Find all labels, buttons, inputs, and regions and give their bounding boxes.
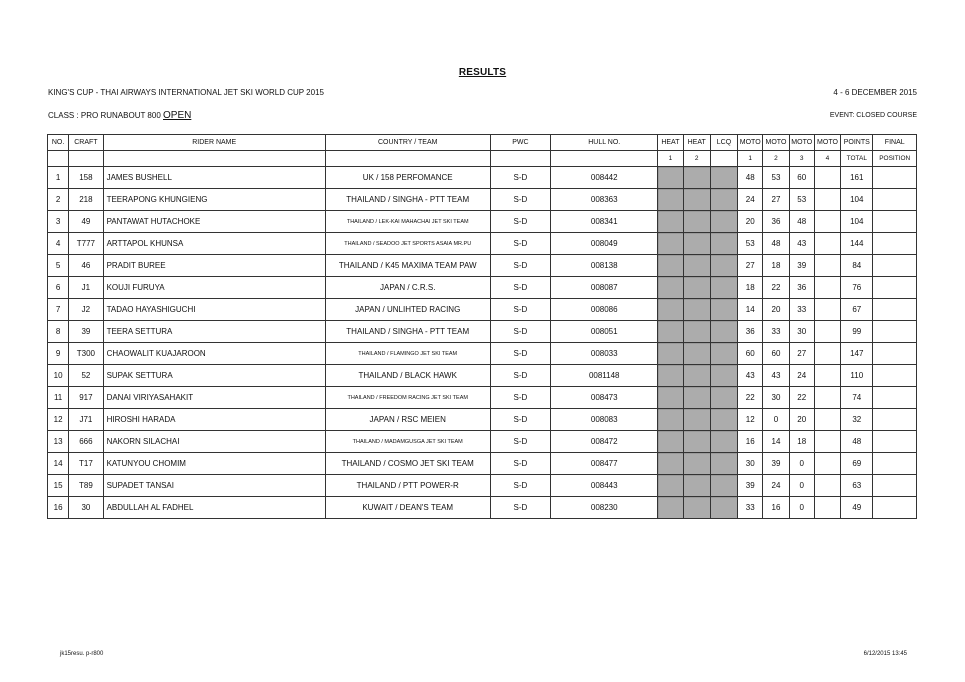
col-moto-4: MOTO [814,135,840,151]
subhead-position: POSITION [873,151,917,167]
cell-lcq [710,453,737,475]
cell-pwc: S-D [490,453,551,475]
subhead-empty [551,151,658,167]
cell-moto-3: 20 [789,409,814,431]
cell-lcq [710,321,737,343]
cell-hull: 008443 [551,475,658,497]
cell-pwc: S-D [490,321,551,343]
cell-pwc: S-D [490,409,551,431]
cell-points-total: 110 [841,365,873,387]
cell-moto-1: 48 [738,167,763,189]
col-moto-2: MOTO [763,135,789,151]
cell-lcq [710,233,737,255]
results-body [48,167,917,519]
cell-no: 2 [48,189,69,211]
cell-heat-2 [683,255,710,277]
cell-points-total: 63 [841,475,873,497]
header-row-2 [48,151,917,167]
footer-file: jk15resu. p-r800 [60,651,104,657]
table-row [48,497,917,519]
cell-heat-1 [658,211,683,233]
cell-heat-2 [683,343,710,365]
cell-moto-3: 18 [789,431,814,453]
table-row [48,409,917,431]
cell-final-position [873,453,917,475]
cell-heat-2 [683,431,710,453]
cell-moto-2: 43 [763,365,789,387]
cell-moto-1: 27 [738,255,763,277]
cell-country: THAILAND / MADAMGUSGA JET SKI TEAM [325,431,490,453]
cell-lcq [710,365,737,387]
subhead-empty [103,151,325,167]
cell-rider: SUPADET TANSAI [103,475,325,497]
cell-moto-3: 36 [789,277,814,299]
cell-no: 4 [48,233,69,255]
cell-heat-2 [683,387,710,409]
cell-moto-3: 48 [789,211,814,233]
col-lcq: LCQ [710,135,737,151]
cell-heat-2 [683,299,710,321]
cell-pwc: S-D [490,277,551,299]
cell-no: 11 [48,387,69,409]
cell-pwc: S-D [490,299,551,321]
subhead-total: TOTAL [841,151,873,167]
cell-final-position [873,255,917,277]
cell-craft: T89 [69,475,103,497]
cell-points-total: 74 [841,387,873,409]
cell-pwc: S-D [490,431,551,453]
cell-craft: T17 [69,453,103,475]
cell-moto-4 [814,189,840,211]
cell-pwc: S-D [490,387,551,409]
cell-heat-1 [658,167,683,189]
cell-final-position [873,431,917,453]
cell-craft: J71 [69,409,103,431]
cell-moto-2: 27 [763,189,789,211]
cell-points-total: 67 [841,299,873,321]
cell-lcq [710,343,737,365]
table-row [48,387,917,409]
cell-rider: HIROSHI HARADA [103,409,325,431]
cell-moto-2: 14 [763,431,789,453]
cell-pwc: S-D [490,233,551,255]
subhead-empty [48,151,69,167]
cell-no: 1 [48,167,69,189]
table-row [48,453,917,475]
cell-moto-3: 30 [789,321,814,343]
cell-country: JAPAN / UNLIHTED RACING [325,299,490,321]
cell-moto-2: 30 [763,387,789,409]
cell-no: 16 [48,497,69,519]
cell-rider: CHAOWALIT KUAJAROON [103,343,325,365]
cell-craft: J2 [69,299,103,321]
cell-hull: 008442 [551,167,658,189]
table-row [48,343,917,365]
cell-final-position [873,321,917,343]
table-row [48,321,917,343]
cell-final-position [873,167,917,189]
cell-moto-2: 60 [763,343,789,365]
cell-lcq [710,255,737,277]
cell-rider: NAKORN SILACHAI [103,431,325,453]
cell-moto-4 [814,409,840,431]
cell-heat-2 [683,189,710,211]
cell-moto-1: 60 [738,343,763,365]
cell-hull: 008086 [551,299,658,321]
cell-moto-4 [814,299,840,321]
col-country: COUNTRY / TEAM [325,135,490,151]
cell-final-position [873,387,917,409]
cell-final-position [873,233,917,255]
cell-moto-4 [814,255,840,277]
cell-moto-3: 27 [789,343,814,365]
cell-points-total: 104 [841,189,873,211]
cell-final-position [873,343,917,365]
cell-lcq [710,387,737,409]
cell-points-total: 104 [841,211,873,233]
cell-craft: J1 [69,277,103,299]
table-row [48,277,917,299]
cell-craft: 917 [69,387,103,409]
cell-rider: PANTAWAT HUTACHOKE [103,211,325,233]
cell-moto-3: 33 [789,299,814,321]
cell-moto-2: 20 [763,299,789,321]
cell-moto-3: 43 [789,233,814,255]
cell-moto-1: 30 [738,453,763,475]
cell-heat-1 [658,299,683,321]
cell-craft: T777 [69,233,103,255]
cell-moto-4 [814,211,840,233]
event-type: EVENT: CLOSED COURSE [829,112,917,119]
cell-hull: 008363 [551,189,658,211]
cell-hull: 008087 [551,277,658,299]
cell-rider: JAMES BUSHELL [103,167,325,189]
table-row [48,167,917,189]
cell-no: 3 [48,211,69,233]
cell-hull: 008033 [551,343,658,365]
cell-country: JAPAN / C.R.S. [325,277,490,299]
cell-country: THAILAND / FREEDOM RACING JET SKI TEAM [325,387,490,409]
cell-no: 13 [48,431,69,453]
cell-country: JAPAN / RSC MEIEN [325,409,490,431]
subhead-heat-1: 1 [658,151,683,167]
cell-country: KUWAIT / DEAN'S TEAM [325,497,490,519]
subhead-moto-1: 1 [738,151,763,167]
cell-rider: ABDULLAH AL FADHEL [103,497,325,519]
cell-moto-3: 24 [789,365,814,387]
cell-moto-4 [814,233,840,255]
col-heat-1: HEAT [658,135,683,151]
cell-points-total: 76 [841,277,873,299]
cell-heat-1 [658,431,683,453]
cell-pwc: S-D [490,497,551,519]
cell-points-total: 48 [841,431,873,453]
cell-final-position [873,299,917,321]
cell-rider: KATUNYOU CHOMIM [103,453,325,475]
subhead-empty [69,151,103,167]
cell-hull: 008477 [551,453,658,475]
table-row [48,189,917,211]
cell-pwc: S-D [490,167,551,189]
cell-pwc: S-D [490,365,551,387]
cell-pwc: S-D [490,343,551,365]
cell-hull: 008472 [551,431,658,453]
cell-hull: 008473 [551,387,658,409]
subhead-moto-4: 4 [814,151,840,167]
cell-final-position [873,189,917,211]
cell-moto-1: 33 [738,497,763,519]
cell-points-total: 147 [841,343,873,365]
class-prefix: CLASS : PRO RUNABOUT 800 [48,111,163,120]
cell-points-total: 99 [841,321,873,343]
cell-country: THAILAND / LEK-KAI MAHACHAI JET SKI TEAM [325,211,490,233]
cell-heat-1 [658,453,683,475]
col-points: POINTS [841,135,873,151]
cell-moto-3: 0 [789,475,814,497]
col-rider: RIDER NAME [103,135,325,151]
cell-heat-1 [658,321,683,343]
cell-points-total: 49 [841,497,873,519]
class-line [48,110,191,121]
cell-lcq [710,409,737,431]
cell-moto-2: 39 [763,453,789,475]
cell-rider: TEERA SETTURA [103,321,325,343]
cell-points-total: 69 [841,453,873,475]
cell-moto-3: 0 [789,453,814,475]
cell-moto-3: 53 [789,189,814,211]
cell-moto-1: 39 [738,475,763,497]
cell-pwc: S-D [490,189,551,211]
cell-moto-2: 16 [763,497,789,519]
subhead-empty [490,151,551,167]
cell-moto-1: 14 [738,299,763,321]
cell-no: 9 [48,343,69,365]
cell-moto-4 [814,167,840,189]
table-row [48,475,917,497]
cell-moto-3: 39 [789,255,814,277]
cell-craft: 46 [69,255,103,277]
cell-moto-1: 43 [738,365,763,387]
cell-rider: PRADIT BUREE [103,255,325,277]
cell-hull: 008138 [551,255,658,277]
col-pwc: PWC [490,135,551,151]
cell-heat-2 [683,211,710,233]
cell-final-position [873,211,917,233]
footer-printed: 6/12/2015 13:45 [863,651,907,657]
col-craft: CRAFT [69,135,103,151]
cell-no: 6 [48,277,69,299]
cell-moto-4 [814,475,840,497]
cell-points-total: 84 [841,255,873,277]
col-hull: HULL NO. [551,135,658,151]
cell-rider: KOUJI FURUYA [103,277,325,299]
cell-moto-4 [814,431,840,453]
subhead-moto-2: 2 [763,151,789,167]
cell-hull: 008230 [551,497,658,519]
cell-no: 14 [48,453,69,475]
cell-moto-2: 0 [763,409,789,431]
header-row-1 [48,135,917,151]
cell-moto-1: 53 [738,233,763,255]
table-row [48,365,917,387]
cell-pwc: S-D [490,211,551,233]
cell-lcq [710,431,737,453]
cell-pwc: S-D [490,255,551,277]
col-moto-1: MOTO [738,135,763,151]
subhead-heat-2: 2 [683,151,710,167]
cell-moto-1: 20 [738,211,763,233]
cell-country: THAILAND / COSMO JET SKI TEAM [325,453,490,475]
cell-heat-1 [658,343,683,365]
cell-heat-2 [683,233,710,255]
cell-points-total: 161 [841,167,873,189]
cell-hull: 008049 [551,233,658,255]
subhead-moto-3: 3 [789,151,814,167]
cell-hull: 0081148 [551,365,658,387]
cell-moto-2: 53 [763,167,789,189]
cell-lcq [710,211,737,233]
cell-craft: 39 [69,321,103,343]
cell-points-total: 144 [841,233,873,255]
cell-country: THAILAND / FLAMINGO JET SKI TEAM [325,343,490,365]
cell-heat-1 [658,365,683,387]
cell-country: THAILAND / SINGHA - PTT TEAM [325,189,490,211]
cell-country: UK / 158 PERFOMANCE [325,167,490,189]
cell-heat-1 [658,255,683,277]
cell-heat-1 [658,277,683,299]
cell-heat-1 [658,409,683,431]
table-row [48,255,917,277]
cell-final-position [873,497,917,519]
cell-heat-1 [658,189,683,211]
cell-craft: 49 [69,211,103,233]
cell-moto-3: 60 [789,167,814,189]
cell-lcq [710,167,737,189]
cell-hull: 008083 [551,409,658,431]
cell-points-total: 32 [841,409,873,431]
class-name: OPEN [163,110,192,121]
cell-heat-2 [683,475,710,497]
table-row [48,299,917,321]
cell-heat-2 [683,497,710,519]
table-row [48,431,917,453]
cell-heat-2 [683,409,710,431]
cell-country: THAILAND / SINGHA - PTT TEAM [325,321,490,343]
cell-heat-2 [683,277,710,299]
cell-no: 5 [48,255,69,277]
cell-moto-4 [814,343,840,365]
cell-rider: ARTTAPOL KHUNSA [103,233,325,255]
cell-rider: DANAI VIRIYASAHAKIT [103,387,325,409]
cell-lcq [710,299,737,321]
event-name: KING'S CUP - THAI AIRWAYS INTERNATIONAL JET SKI WORLD CUP 2015 [48,88,324,97]
cell-moto-3: 22 [789,387,814,409]
cell-no: 12 [48,409,69,431]
cell-final-position [873,365,917,387]
cell-craft: T300 [69,343,103,365]
cell-final-position [873,475,917,497]
cell-heat-1 [658,387,683,409]
cell-moto-1: 22 [738,387,763,409]
cell-moto-1: 36 [738,321,763,343]
cell-moto-2: 24 [763,475,789,497]
cell-hull: 008051 [551,321,658,343]
page-title: RESULTS [458,67,507,78]
cell-moto-2: 18 [763,255,789,277]
table-row [48,211,917,233]
cell-final-position [873,277,917,299]
cell-heat-2 [683,167,710,189]
cell-moto-2: 33 [763,321,789,343]
cell-no: 7 [48,299,69,321]
cell-country: THAILAND / BLACK HAWK [325,365,490,387]
cell-moto-3: 0 [789,497,814,519]
cell-lcq [710,277,737,299]
cell-moto-2: 22 [763,277,789,299]
cell-hull: 008341 [551,211,658,233]
cell-heat-2 [683,321,710,343]
cell-moto-1: 24 [738,189,763,211]
cell-moto-1: 18 [738,277,763,299]
col-no: NO. [48,135,69,151]
cell-pwc: S-D [490,475,551,497]
cell-moto-4 [814,387,840,409]
cell-craft: 158 [69,167,103,189]
cell-moto-4 [814,453,840,475]
cell-country: THAILAND / SEADOO JET SPORTS ASAIA MR.PU [325,233,490,255]
cell-heat-1 [658,475,683,497]
cell-lcq [710,475,737,497]
cell-moto-2: 48 [763,233,789,255]
cell-heat-1 [658,497,683,519]
col-moto-3: MOTO [789,135,814,151]
cell-moto-2: 36 [763,211,789,233]
cell-heat-2 [683,365,710,387]
cell-final-position [873,409,917,431]
cell-rider: TADAO HAYASHIGUCHI [103,299,325,321]
cell-heat-1 [658,233,683,255]
subhead-empty [710,151,737,167]
cell-craft: 666 [69,431,103,453]
cell-moto-1: 12 [738,409,763,431]
cell-country: THAILAND / PTT POWER-R [325,475,490,497]
subhead-empty [325,151,490,167]
cell-moto-4 [814,277,840,299]
cell-craft: 52 [69,365,103,387]
cell-lcq [710,189,737,211]
col-final: FINAL [873,135,917,151]
cell-craft: 30 [69,497,103,519]
cell-moto-4 [814,365,840,387]
cell-rider: TEERAPONG KHUNGIENG [103,189,325,211]
cell-craft: 218 [69,189,103,211]
cell-rider: SUPAK SETTURA [103,365,325,387]
cell-country: THAILAND / K45 MAXIMA TEAM PAW [325,255,490,277]
cell-heat-2 [683,453,710,475]
cell-moto-4 [814,321,840,343]
results-table [47,134,917,519]
cell-moto-1: 16 [738,431,763,453]
event-date: 4 - 6 DECEMBER 2015 [833,88,917,97]
cell-lcq [710,497,737,519]
cell-no: 10 [48,365,69,387]
col-heat-2: HEAT [683,135,710,151]
cell-no: 8 [48,321,69,343]
cell-no: 15 [48,475,69,497]
table-row [48,233,917,255]
cell-moto-4 [814,497,840,519]
